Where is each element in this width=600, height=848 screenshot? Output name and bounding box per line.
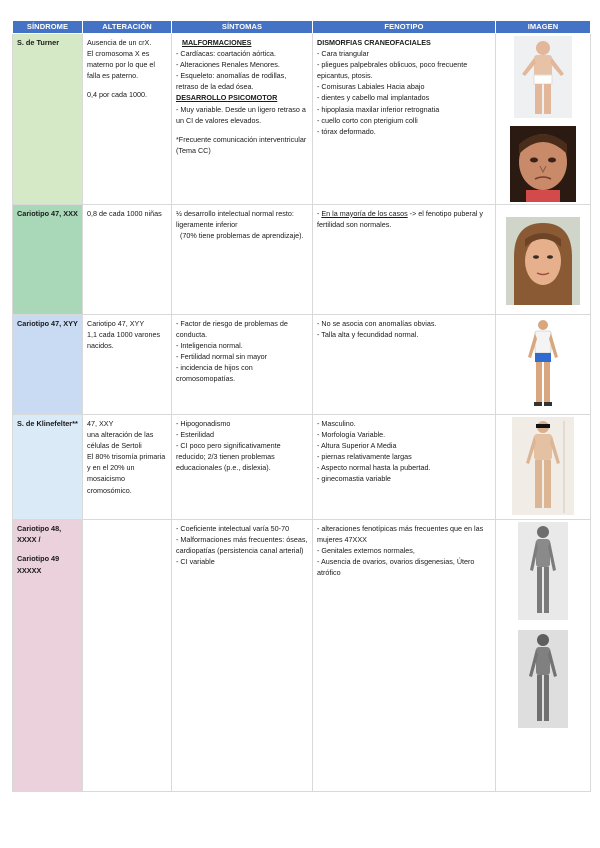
spacer [176, 126, 308, 134]
text-line: - pliegues palpebrales oblicuos, poco frecuente epicantus, ptosis. [317, 59, 468, 81]
image-cell [496, 414, 591, 519]
text-line: - tórax deformado. [317, 126, 376, 136]
text-line: - Hipogonadismo [176, 418, 231, 428]
text-line: Ausencia de un crX. [87, 37, 152, 47]
woman-standing-photo-2 [518, 630, 568, 728]
text-line: - hipoplasia maxilar inferior retrognatia [317, 104, 440, 114]
phenotype-emphasis: En la mayoría de los casos [321, 208, 408, 218]
symptoms-cell [172, 33, 313, 204]
text-line: 0,8 de cada 1000 niñas [87, 208, 162, 218]
section-heading: DISMORFIAS CRANEOFACIALES [317, 37, 431, 47]
spacer [87, 81, 167, 89]
text-line: - Muy variable. Desde un ligero retraso a un CI de valores elevados. [176, 104, 306, 125]
text-line: - Esterilidad [176, 429, 214, 439]
text-line: - Talla alta y fecundidad normal. [317, 329, 419, 339]
alteration-cell [83, 414, 172, 519]
syndrome-cell: S. de Klinefelter** [13, 414, 83, 519]
text-line: ½ desarrollo intelectual normal resto: ligeramente inferior [176, 208, 294, 229]
text-line: - Genitales externos normales, [317, 545, 415, 555]
text-line: *Frecuente comunicación interventricular (Tema CC) [176, 134, 307, 156]
text-line: - En la mayoría de los casos -> el fenotipo puberal y fertilidad son normales. [317, 208, 484, 229]
symptoms-cell [172, 314, 313, 414]
image-cell [496, 519, 591, 791]
symptoms-cell [172, 414, 313, 519]
text-line: - Fertilidad normal sin mayor [176, 352, 268, 362]
text-line: - Ausencia de ovarios, ovarios disgenesias, Útero atrófico [317, 557, 475, 578]
text-line: Cariotipo 48, XXXX / [17, 523, 62, 544]
text-line: - Aspecto normal hasta la pubertad. [317, 463, 431, 473]
text-line: - Cara triangular [317, 48, 369, 58]
phenotype-cell [313, 314, 496, 414]
header-image: IMAGEN [496, 21, 591, 34]
text-line: - Masculino. [317, 418, 356, 428]
syndrome-cell: Cariotipo 47, XXX [13, 204, 83, 314]
text-line: - Coeficiente intelectual varía 50-70 [176, 523, 290, 533]
text-line: - CI poco pero significativamente reducido; 2/3 tienen problemas educacionales (p.e., dislexia). [176, 440, 281, 473]
text-line: - ginecomastia variable [317, 474, 391, 484]
text-line: una alteración de las células de Sertoli [87, 429, 154, 450]
text-line: - Esqueleto: anomalías de rodillas, retraso de la edad ósea. [176, 71, 287, 92]
section-heading: DESARROLLO PSICOMOTOR [176, 93, 278, 103]
text-line: - Inteligencia normal. [176, 340, 243, 350]
phenotype-text: -> el fenotipo puberal y fertilidad son normales. [317, 208, 484, 229]
text-line: - Alteraciones Renales Menores. [176, 59, 280, 69]
klinefelter-photo [512, 417, 574, 515]
text-line: - piernas relativamente largas [317, 452, 412, 462]
table-row [13, 33, 591, 204]
text-line: - Morfología Variable. [317, 429, 386, 439]
boy-drawing [523, 317, 563, 411]
text-line: - CI variable [176, 557, 215, 567]
alteration-cell [83, 33, 172, 204]
girl-face-photo [506, 217, 580, 305]
girl-standing-photo [514, 36, 572, 118]
section-heading: MALFORMACIONES [182, 37, 252, 47]
text-line: El 80% trisomía primaria y en el 20% un mosaicismo cromosómico. [87, 452, 166, 495]
table-row [13, 314, 591, 414]
table-row [13, 519, 591, 791]
text-line: 47, XXY [87, 418, 114, 428]
symptoms-cell [172, 204, 313, 314]
table-row [13, 414, 591, 519]
syndrome-cell: Cariotipo 47, XYY [13, 314, 83, 414]
table-row [13, 204, 591, 314]
text-line: - cuello corto con pterigium colli [317, 115, 418, 125]
text-line: - dientes y cabello mal implantados [317, 93, 430, 103]
text-line: - Altura Superior A Media [317, 440, 397, 450]
text-line: - No se asocia con anomalías obvias. [317, 318, 437, 328]
symptoms-cell [172, 519, 313, 791]
syndrome-cell [13, 519, 83, 791]
syndrome-cell: S. de Turner [13, 33, 83, 204]
syndromes-table [12, 20, 591, 792]
text-line: Cariotipo 49 XXXXX [17, 554, 60, 575]
child-face-photo [510, 126, 576, 202]
header-symptoms: SÍNTOMAS [172, 21, 313, 34]
image-cell [496, 33, 591, 204]
woman-standing-photo-1 [518, 522, 568, 620]
image-cell [496, 204, 591, 314]
header-syndrome: SÍNDROME [13, 21, 83, 34]
text-line: - Factor de riesgo de problemas de conducta. [176, 318, 288, 339]
text-line: - incidencia de hijos con cromosomopatías. [176, 363, 253, 384]
text-line: - alteraciones fenotípicas más frecuentes que en las mujeres 47XXX [317, 523, 484, 544]
phenotype-cell [313, 33, 496, 204]
header-row [13, 21, 591, 34]
spacer [17, 545, 78, 553]
phenotype-cell [313, 414, 496, 519]
text-line: - Cardíacas: coartación aórtica. [176, 48, 276, 58]
text-line: - Comisuras Labiales Hacia abajo [317, 82, 425, 92]
image-cell [496, 314, 591, 414]
phenotype-cell [313, 519, 496, 791]
header-phenotype: FENOTIPO [313, 21, 496, 34]
text-line: 0,4 por cada 1000. [87, 90, 147, 100]
alteration-cell [83, 204, 172, 314]
header-alteration: ALTERACIÓN [83, 21, 172, 34]
alteration-cell [83, 314, 172, 414]
phenotype-cell [313, 204, 496, 314]
text-line: (70% tiene problemas de aprendizaje). [180, 230, 304, 240]
text-line: 1,1 cada 1000 varones nacidos. [87, 329, 161, 350]
text-line: Cariotipo 47, XYY [87, 318, 145, 328]
text-line: El cromosoma X es materno por lo que el falla es paterno. [87, 48, 155, 81]
alteration-cell [83, 519, 172, 791]
text-line: - Malformaciones más frecuentes: óseas, cardiopatías (persistencia canal arterial) [176, 534, 308, 555]
